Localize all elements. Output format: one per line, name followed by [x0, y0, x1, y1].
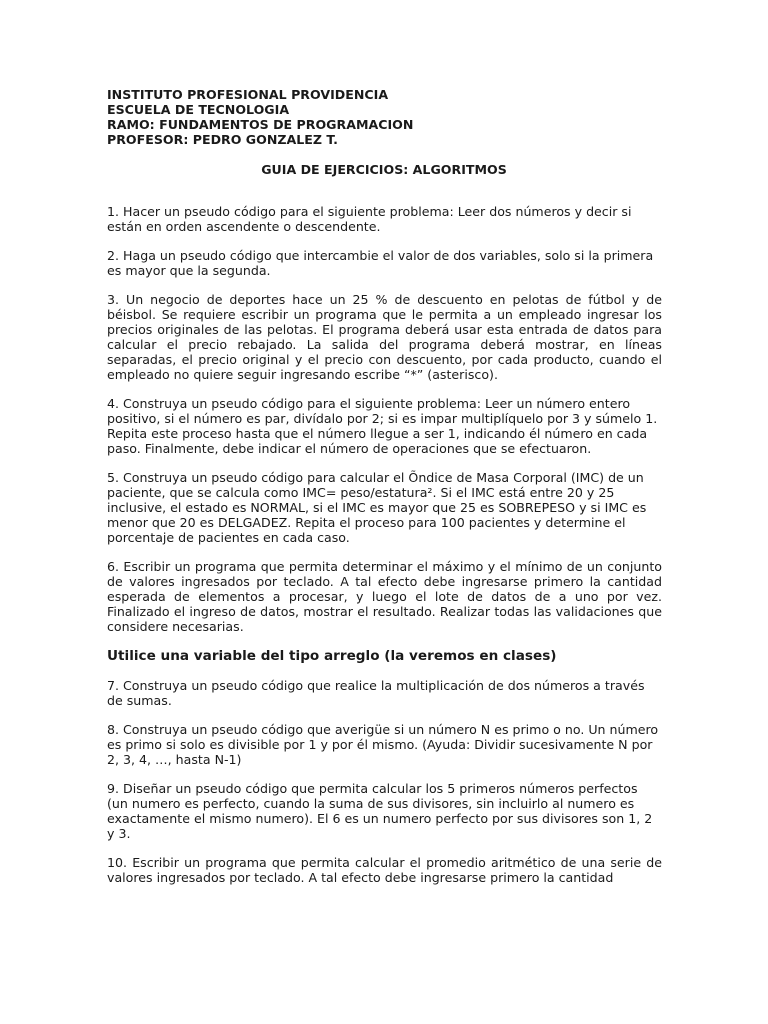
array-note: Utilice una variable del tipo arreglo (la veremos en clases) [107, 648, 557, 664]
exercise-3: 3. Un negocio de deportes hace un 25 % de descuento en pelotas de fútbol y de béisbol. Se requiere escribir un programa que le permita a un empleado ingresar los precios originales de las pelotas. El programa deberá usar esta entrada de datos para calcular el precio rebajado. La salida del programa deberá mostrar, en líneas separadas, el precio original y el precio con descuento, por cada producto, cuando el empleado no quiere seguir ingresando escribe “*” (asterisco). [107, 292, 662, 382]
exercise-5: 5. Construya un pseudo código para calcular el Õndice de Masa Corporal (IMC) de un paciente, que se calcula como IMC= peso/estatura². Si el IMC está entre 20 y 25 inclusive, el estado es NORMAL, si el IMC es mayor que 25 es SOBREPESO y si IMC es menor que 20 es DELGADEZ. Repita el proceso para 100 pacientes y determine el porcentaje de pacientes en cada caso. [107, 470, 647, 545]
exercise-list [107, 204, 662, 899]
guide-title: GUIA DE EJERCICIOS: ALGORITMOS [261, 162, 507, 177]
document-header [107, 87, 413, 147]
course-name: RAMO: FUNDAMENTOS DE PROGRAMACION [107, 117, 414, 132]
institute-name: INSTITUTO PROFESIONAL PROVIDENCIA [107, 87, 389, 102]
exercise-7: 7. Construya un pseudo código que realice la multiplicación de dos números a través de sumas. [107, 678, 645, 708]
exercise-9: 9. Diseñar un pseudo código que permita calcular los 5 primeros números perfectos (un numero es perfecto, cuando la suma de sus divisores, sin incluirlo al numero es exactamente el mismo numero). El 6 es un numero perfecto por sus divisores son 1, 2 y 3. [107, 781, 653, 841]
exercise-1: 1. Hacer un pseudo código para el siguiente problema: Leer dos números y decir si están en orden ascendente o descendente. [107, 204, 632, 234]
exercise-4: 4. Construya un pseudo código para el siguiente problema: Leer un número entero positivo, si el número es par, divídalo por 2; si es impar multiplíquelo por 3 y súmelo 1. Repita este proceso hasta que el número llegue a ser 1, indicando él número en cada paso. Finalmente, debe indicar el número de operaciones que se efectuaron. [107, 396, 658, 456]
exercise-8: 8. Construya un pseudo código que averigüe si un número N es primo o no. Un número es primo si solo es divisible por 1 y por él mismo. (Ayuda: Dividir sucesivamente N por 2, 3, 4, …, hasta N-1) [107, 722, 659, 767]
school-name: ESCUELA DE TECNOLOGIA [107, 102, 290, 117]
exercise-10: 10. Escribir un programa que permita calcular el promedio aritmético de una serie de valores ingresados por teclado. A tal efecto debe ingresarse primero la cantidad [107, 855, 662, 885]
professor-name: PROFESOR: PEDRO GONZALEZ T. [107, 132, 338, 147]
exercise-2: 2. Haga un pseudo código que intercambie el valor de dos variables, solo si la primera es mayor que la segunda. [107, 248, 654, 278]
exercise-6: 6. Escribir un programa que permita determinar el máximo y el mínimo de un conjunto de valores ingresados por teclado. A tal efecto debe ingresarse primero la cantidad esperada de elementos a procesar, y luego el lote de datos de a uno por vez. Finalizado el ingreso de datos, mostrar el resultado. Realizar todas las validaciones que considere necesarias. [107, 559, 662, 634]
